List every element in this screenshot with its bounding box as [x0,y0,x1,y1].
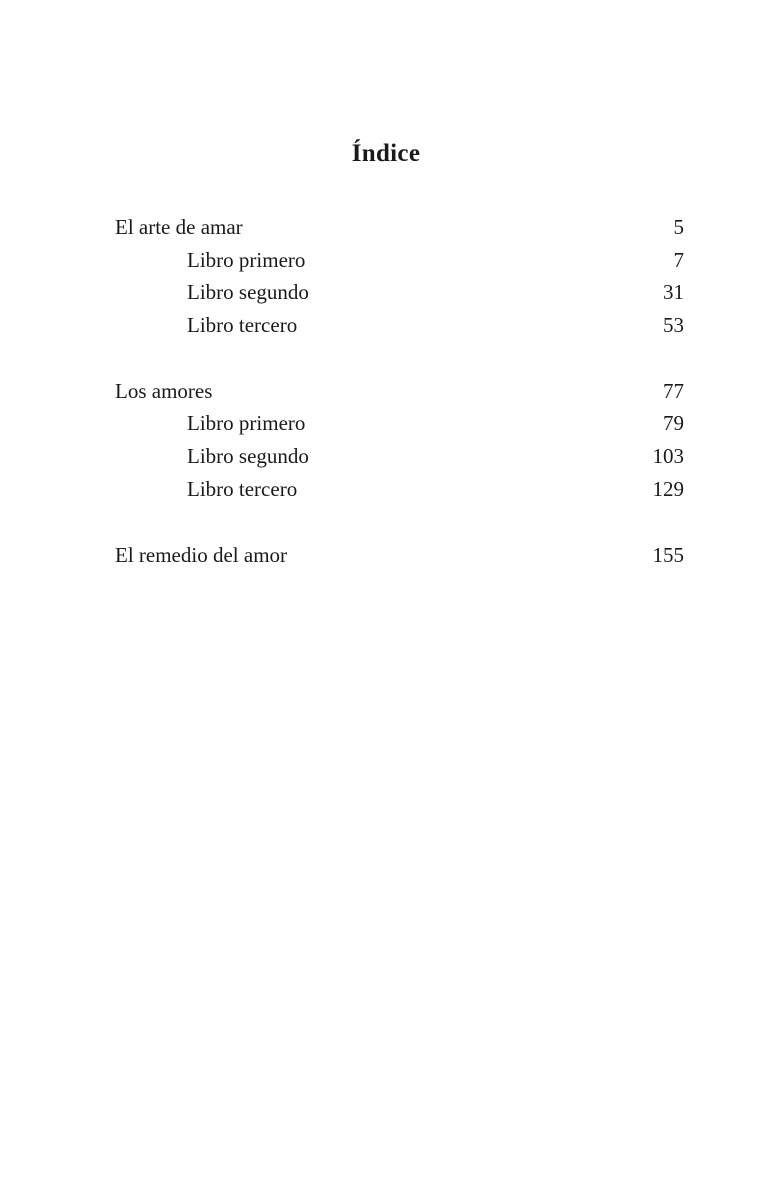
toc-entry[interactable] [115,539,684,572]
toc-subentry[interactable] [115,407,684,440]
toc-subentry-label: Libro tercero [187,476,298,501]
toc-subentry-page: 53 [663,313,684,338]
toc-entry[interactable] [115,375,684,408]
toc-entry-label: Los amores [115,378,213,403]
toc-section-remedio-del-amor [115,539,684,572]
toc-section-los-amores [115,375,684,506]
toc-subentry[interactable] [115,309,684,342]
toc-subentry[interactable] [115,276,684,309]
toc-entry-label: El arte de amar [115,215,243,239]
toc-entry-page: 155 [652,542,684,567]
toc-subentry-page: 103 [652,444,684,469]
toc-subentry-label: Libro segundo [187,280,309,305]
table-of-contents [115,211,684,604]
toc-subentry-label: Libro segundo [187,444,309,469]
toc-subentry-page: 7 [673,247,684,272]
toc-subentry[interactable] [115,244,684,277]
toc-subentry-page: 79 [663,411,684,436]
page-title: Índice [351,140,421,167]
toc-subentry-label: Libro primero [187,247,306,272]
toc-subentry-page: 31 [663,280,684,305]
toc-subentry-label: Libro tercero [187,313,298,338]
toc-subentry[interactable] [115,440,684,473]
toc-entry-label: El remedio del amor [115,542,288,567]
toc-subentry[interactable] [115,473,684,506]
toc-entry-page: 5 [673,215,684,239]
toc-subentry-page: 129 [652,476,684,501]
toc-section-arte-de-amar [115,211,684,342]
toc-entry-page: 77 [663,378,684,403]
toc-subentry-label: Libro primero [187,411,306,436]
toc-entry[interactable] [115,211,684,244]
